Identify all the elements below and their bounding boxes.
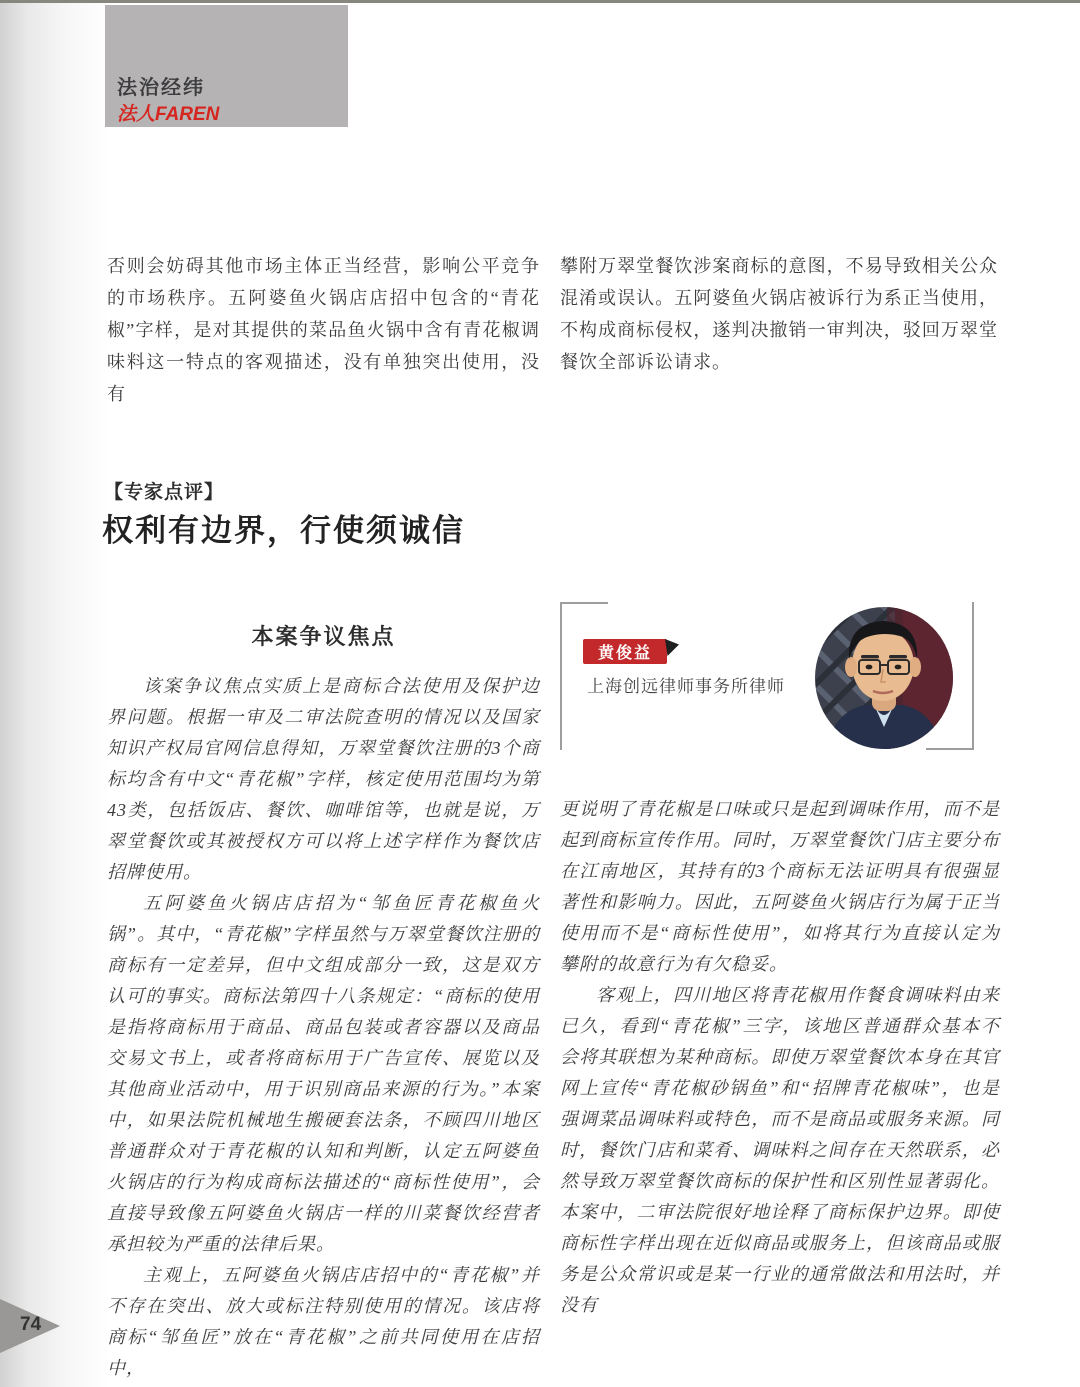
page-gutter-shadow [0,3,110,1387]
paragraph: 五阿婆鱼火锅店店招为“邹鱼匠青花椒鱼火锅”。其中，“青花椒”字样虽然与万翠堂餐饮注册的商标有一定差异，但中文组成部分一致，这是双方认可的事实。商标法第四十八条规定：“商标的使用是指将商标用于商品、商品包装或者容器以及商品交易文书上，或者将商标用于广告宣传、展览以及其他商业活动中，用于识别商品来源的行为。”本案中，如果法院机械地生搬硬套法条，不顾四川地区普通群众对于青花椒的认知和判断，认定五阿婆鱼火锅店的行为构成商标法描述的“商标性使用”，会直接导致像五阿婆鱼火锅店一样的川菜餐饮经营者承担较为严重的法律后果。 [107,893,540,1254]
commentary-title: 权利有边界，行使须诚信 [102,513,465,548]
paragraph: 该案争议焦点实质上是商标合法使用及保护边界问题。根据一审及二审法院查明的情况以及国家知识产权局官网信息得知，万翠堂餐饮注册的3个商标均含有中文“青花椒”字样，核定使用范围均为第43类，包括饭店、餐饮、咖啡馆等，也就是说，万翠堂餐饮或其被授权方可以将上述字样作为餐饮店招牌使用。 [107,676,540,882]
focus-heading: 本案争议焦点 [251,624,396,649]
badge-ribbon-tail [665,639,679,656]
scan-edge-line [0,0,1080,3]
section-header-box [105,5,348,127]
expert-affiliation: 上海创远律师事务所律师 [587,677,785,696]
faren-logo: 法人FAREN [117,104,220,125]
page-number: 74 [20,1314,42,1335]
intro-left-column: 否则会妨碍其他市场主体正当经营，影响公平竞争的市场秩序。五阿婆鱼火锅店店招中包含的“青花椒”字样，是对其提供的菜品鱼火锅中含有青花椒调味料这一特点的客观描述，没有单独突出使用，没有 [107,256,540,404]
paragraph: 更说明了青花椒是口味或只是起到调味作用，而不是起到商标宣传作用。同时，万翠堂餐饮门店主要分布在江南地区，其持有的3个商标无法证明具有很强显著性和影响力。因此，五阿婆鱼火锅店行为属于正当使用而不是“商标性使用”，如将其行为直接认定为攀附的故意行为有欠稳妥。 [560,799,1000,974]
expert-name-badge [583,639,667,664]
paragraph: 客观上，四川地区将青花椒用作餐食调味料由来已久，看到“青花椒”三字，该地区普通群众基本不会将其联想为某种商标。即使万翠堂餐饮本身在其官网上宣传“青花椒砂锅鱼”和“招牌青花椒味”，也是强调菜品调味料或特色，而不是商品或服务来源。同时，餐饮门店和菜肴、调味料之间存在天然联系，必然导致万翠堂餐饮商标的保护性和区别性显著弱化。本案中，二审法院很好地诠释了商标保护边界。即使商标性字样出现在近似商品或服务上，但该商品或服务是公众常识或是某一行业的通常做法和用法时，并没有 [560,985,1000,1315]
paragraph: 主观上，五阿婆鱼火锅店店招中的“青花椒”并不存在突出、放大或标注特别使用的情况。该店将商标“邹鱼匠”放在“青花椒”之前共同使用在店招中， [107,1265,540,1378]
commentary-left-column [107,671,540,1384]
expert-photo [815,607,953,749]
section-label: 法治经纬 [117,77,205,99]
intro-right-column: 攀附万翠堂餐饮涉案商标的意图，不易导致相关公众混淆或误认。五阿婆鱼火锅店被诉行为系正当使用，不构成商标侵权，遂判决撤销一审判决，驳回万翠堂餐饮全部诉讼请求。 [560,256,998,372]
commentary-right-column [560,794,1000,1321]
expert-name: 黄俊益 [597,645,652,662]
expert-commentary-kicker: 【专家点评】 [104,482,225,503]
